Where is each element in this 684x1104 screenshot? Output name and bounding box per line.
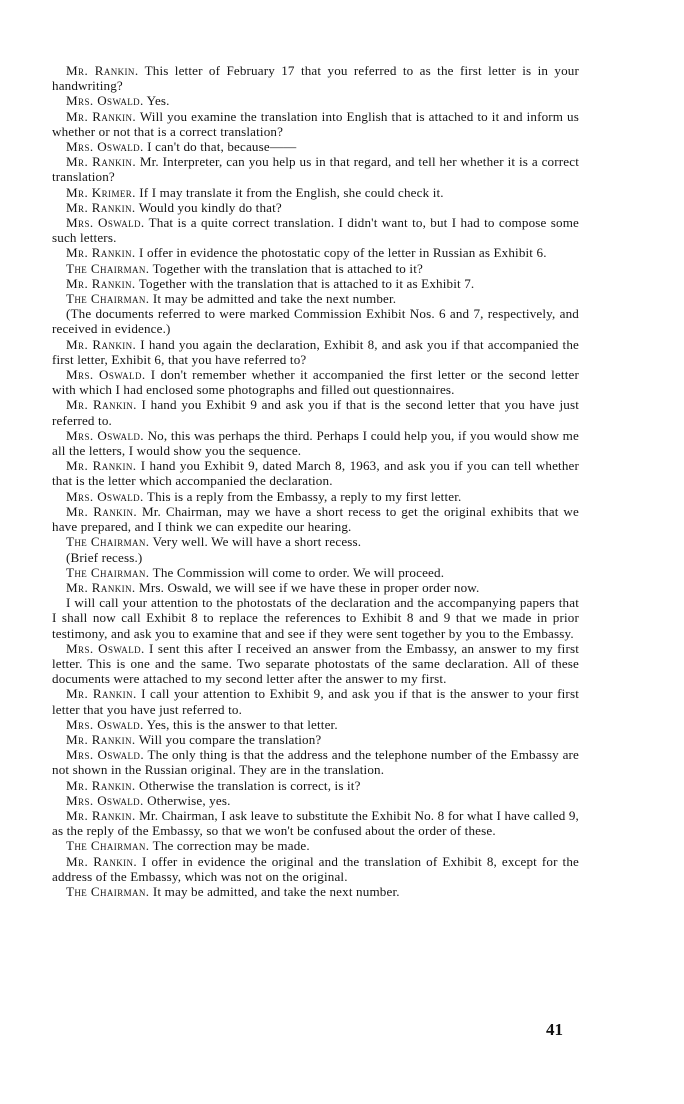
speaker-name: Mr. Rankin. <box>66 63 139 78</box>
paragraph-text: Mr. Chairman, I ask leave to substitute the Exhibit No. 8 for what I have called 9, as the reply of the Embassy, so that we won't be confused about the order of these. <box>52 807 579 839</box>
transcript-paragraph <box>52 641 579 687</box>
speaker-name: Mrs. Oswald. <box>66 716 144 732</box>
transcript-paragraph <box>52 428 579 458</box>
speaker-name: Mr. Rankin. <box>66 807 136 823</box>
transcript-paragraph <box>52 565 579 580</box>
paragraph-text: Together with the translation that is attached to it? <box>152 260 423 276</box>
speaker-name: Mr. Rankin. <box>66 336 137 352</box>
transcript-paragraph <box>52 367 579 397</box>
speaker-name: The Chairman. <box>66 260 150 276</box>
transcript-paragraph <box>52 397 579 427</box>
speaker-name: The Chairman. <box>66 838 150 854</box>
paragraph-text: Would you kindly do that? <box>138 199 282 215</box>
transcript-paragraph <box>52 550 579 565</box>
paragraph-text: Yes. <box>146 93 170 109</box>
transcript-paragraph <box>52 534 579 549</box>
speaker-name: Mr. Rankin. <box>66 777 136 793</box>
transcript-paragraph <box>52 261 579 276</box>
transcript-paragraph <box>52 154 579 184</box>
transcript-paragraph <box>52 185 579 200</box>
paragraph-text: This is a reply from the Embassy, a reply to my first letter. <box>146 488 462 504</box>
speaker-name: Mrs. Oswald. <box>66 488 144 504</box>
speaker-name: Mr. Rankin. <box>66 458 137 474</box>
paragraph-text: I sent this after I received an answer from the Embassy, an answer to my first letter. This is one and the same. Two separate photostats of the same declaration. All of these documents were attached to my second letter after the answer to my first. <box>52 640 579 687</box>
paragraph-text: I call your attention to Exhibit 9, and ask you if that is the answer to your first letter that you have just referred to. <box>52 686 579 717</box>
paragraph-text: It may be admitted, and take the next number. <box>152 883 400 899</box>
speaker-name: Mr. Rankin. <box>66 275 136 291</box>
paragraph-text: If I may translate it from the English, she could check it. <box>139 184 444 200</box>
transcript-paragraph <box>52 215 579 245</box>
speaker-name: Mr. Rankin. <box>66 853 138 869</box>
speaker-name: The Chairman. <box>66 883 150 899</box>
paragraph-text: It may be admitted and take the next number. <box>152 291 397 307</box>
speaker-name: Mr. Rankin. <box>66 154 136 170</box>
transcript-paragraph <box>52 291 579 306</box>
paragraph-text: I will call your attention to the photostats of the declaration and the accompanying papers that I shall now call Exhibit 8 to replace the references to Exhibit 8 and 9 that we made in prior testimony, and ask you to examine that and see if they were sent together by you to the Embassy. <box>52 595 579 641</box>
paragraph-text: The Commission will come to order. We will proceed. <box>152 564 445 580</box>
paragraph-text: Mr. Interpreter, can you help us in that regard, and tell her whether it is a correct translation? <box>52 154 579 185</box>
speaker-name: Mrs. Oswald. <box>66 215 145 231</box>
paragraph-text: I hand you Exhibit 9 and ask you if that is the second letter that you have just referred to. <box>52 397 579 428</box>
transcript-paragraph <box>52 245 579 260</box>
paragraph-text: I offer in evidence the photostatic copy of the letter in Russian as Exhibit 6. <box>139 245 547 261</box>
speaker-name: The Chairman. <box>66 534 150 550</box>
paragraph-text: (Brief recess.) <box>66 549 143 565</box>
speaker-name: Mrs. Oswald. <box>66 640 145 656</box>
transcript-paragraph <box>52 732 579 747</box>
transcript-paragraph <box>52 93 579 108</box>
paragraph-text: This letter of February 17 that you referred to as the first letter is in your handwriting? <box>52 63 579 94</box>
paragraph-text: That is a quite correct translation. I didn't want to, but I had to compose some such letters. <box>52 215 579 246</box>
transcript-paragraph <box>52 306 579 336</box>
transcript-paragraph <box>52 717 579 732</box>
page-number: 41 <box>546 1020 563 1039</box>
transcript-paragraph <box>52 489 579 504</box>
paragraph-text: The correction may be made. <box>152 838 310 854</box>
transcript-paragraph <box>52 109 579 139</box>
transcript-paragraph <box>52 793 579 808</box>
speaker-name: Mrs. Oswald. <box>66 93 144 109</box>
paragraph-text: The only thing is that the address and the telephone number of the Embassy are not shown in the Russian original. They are in the translation. <box>52 747 580 778</box>
speaker-name: The Chairman. <box>66 291 150 307</box>
speaker-name: Mrs. Oswald. <box>66 747 145 763</box>
transcript-paragraph <box>52 139 579 154</box>
transcript-paragraph <box>52 200 579 215</box>
speaker-name: Mr. Rankin. <box>66 199 136 215</box>
paragraph-text: I don't remember whether it accompanied the first letter or the second letter with which I had enclosed some photographs and filled out questionnaires. <box>52 367 579 398</box>
paragraph-text: Mrs. Oswald, we will see if we have these in proper order now. <box>139 579 480 595</box>
paragraph-text: Otherwise the translation is correct, is it? <box>139 777 361 793</box>
paragraph-text: Very well. We will have a short recess. <box>152 534 362 550</box>
transcript-paragraph <box>52 838 579 853</box>
paragraph-text: Together with the translation that is attached to it as Exhibit 7. <box>138 275 475 291</box>
speaker-name: Mr. Krimer. <box>66 184 136 200</box>
paragraph-text: I offer in evidence the original and the translation of Exhibit 8, except for the address of the Embassy, which was not on the original. <box>52 853 579 884</box>
transcript-paragraph <box>52 580 579 595</box>
speaker-name: Mrs. Oswald. <box>66 139 144 155</box>
paragraph-text: I can't do that, because—— <box>147 139 297 155</box>
transcript-paragraph <box>52 747 579 777</box>
transcript-paragraph <box>52 63 579 93</box>
speaker-name: Mr. Rankin. <box>66 731 136 747</box>
speaker-name: Mr. Rankin. <box>66 579 136 595</box>
transcript-body <box>52 63 579 899</box>
speaker-name: Mr. Rankin. <box>66 503 138 519</box>
transcript-paragraph <box>52 276 579 291</box>
paragraph-text: Mr. Chairman, may we have a short recess to get the original exhibits that we have prepared, and I think we can expedite our hearing. <box>52 503 579 535</box>
transcript-paragraph <box>52 854 579 884</box>
paragraph-text: Yes, this is the answer to that letter. <box>146 716 338 732</box>
transcript-paragraph <box>52 808 579 838</box>
transcript-paragraph <box>52 686 579 716</box>
transcript-paragraph <box>52 458 579 488</box>
transcript-paragraph <box>52 337 579 367</box>
paragraph-text: No, this was perhaps the third. Perhaps I could help you, if you would show me all the letters, I would show you the sequence. <box>52 427 579 459</box>
speaker-name: Mr. Rankin. <box>66 108 137 124</box>
transcript-paragraph <box>52 504 579 534</box>
speaker-name: Mr. Rankin. <box>66 686 137 702</box>
speaker-name: Mrs. Oswald. <box>66 427 144 443</box>
speaker-name: Mr. Rankin. <box>66 245 136 261</box>
speaker-name: Mrs. Oswald. <box>66 367 146 383</box>
paragraph-text: Will you compare the translation? <box>138 731 322 747</box>
transcript-paragraph <box>52 884 579 899</box>
speaker-name: The Chairman. <box>66 564 150 580</box>
paragraph-text: Otherwise, yes. <box>147 792 231 808</box>
speaker-name: Mr. Rankin. <box>66 397 137 413</box>
paragraph-text: Will you examine the translation into English that is attached to it and inform us whether or not that is a correct translation? <box>52 108 579 139</box>
paragraph-text: I hand you Exhibit 9, dated March 8, 1963, and ask you if you can tell whether that is the letter which accompanied the declaration. <box>52 458 579 489</box>
transcript-paragraph <box>52 595 579 641</box>
speaker-name: Mrs. Oswald. <box>66 792 144 808</box>
paragraph-text: (The documents referred to were marked Commission Exhibit Nos. 6 and 7, respectively, and received in evidence.) <box>52 306 579 337</box>
paragraph-text: I hand you again the declaration, Exhibit 8, and ask you if that accompanied the first letter, Exhibit 6, that you have referred to? <box>52 336 579 367</box>
transcript-paragraph <box>52 778 579 793</box>
